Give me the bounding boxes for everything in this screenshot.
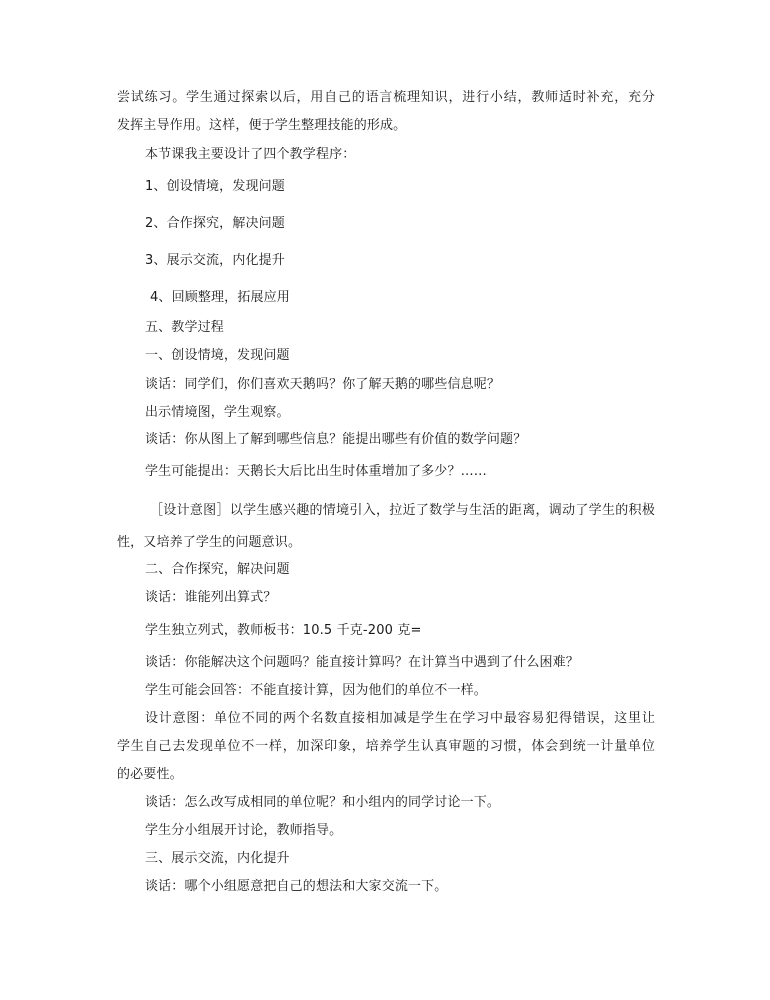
paragraph-line: 本节课我主要设计了四个教学程序： (145, 147, 356, 162)
paragraph-line: 谈话：谁能列出算式？ (145, 590, 277, 605)
paragraph-line: 发挥主导作用。这样，便于学生整理技能的形成。 (117, 118, 407, 133)
paragraph-line: 学生可能提出：天鹅长大后比出生时体重增加了多少？…… (145, 464, 487, 479)
paragraph-line: 谈话：怎么改写成相同的单位呢？和小组内的同学讨论一下。 (145, 795, 501, 810)
list-item: 2、合作探究，解决问题 (145, 216, 285, 231)
subsection-heading: 一、创设情境，发现问题 (145, 348, 290, 363)
paragraph-line: 出示情境图，学生观察。 (145, 405, 290, 420)
paragraph-line: 学生独立列式，教师板书：10.5 千克-200 克= (145, 623, 422, 638)
paragraph-line: 学生可能会回答：不能直接计算，因为他们的单位不一样。 (145, 683, 487, 698)
paragraph-line: 的必要性。 (117, 767, 183, 782)
subsection-heading: 二、合作探究，解决问题 (145, 562, 290, 577)
list-item: 1、创设情境，发现问题 (145, 179, 285, 194)
list-item: 3、展示交流，内化提升 (145, 253, 285, 268)
paragraph-line: 学生自己去发现单位不一样，加深印象，培养学生认真审题的习惯，体会到统一计量单位 (117, 739, 655, 754)
paragraph-line: 谈话：你能解决这个问题吗？能直接计算吗？在计算当中遇到了什么困难？ (145, 655, 579, 670)
section-heading: 五、教学过程 (145, 320, 224, 335)
design-intent-paragraph: 设计意图：单位不同的两个名数直接相加减是学生在学习中最容易犯得错误，这里让 (145, 711, 655, 726)
subsection-heading: 三、展示交流，内化提升 (145, 851, 290, 866)
list-item: 4、回顾整理，拓展应用 (150, 290, 290, 305)
paragraph-line: 谈话：同学们，你们喜欢天鹅吗？你了解天鹅的哪些信息呢？ (145, 377, 501, 392)
paragraph-line: 谈话：你从图上了解到哪些信息？能提出哪些有价值的数学问题？ (145, 432, 527, 447)
paragraph-line: 学生分小组展开讨论，教师指导。 (145, 823, 343, 838)
paragraph-line: 尝试练习。学生通过探索以后，用自己的语言梳理知识，进行小结，教师适时补充，充分 (117, 90, 655, 105)
paragraph-line: 谈话：哪个小组愿意把自己的想法和大家交流一下。 (145, 879, 448, 894)
paragraph-line: 性，又培养了学生的问题意识。 (117, 535, 302, 550)
design-intent-paragraph: ［设计意图］以学生感兴趣的情境引入，拉近了数学与生活的距离，调动了学生的积极 (150, 503, 655, 518)
